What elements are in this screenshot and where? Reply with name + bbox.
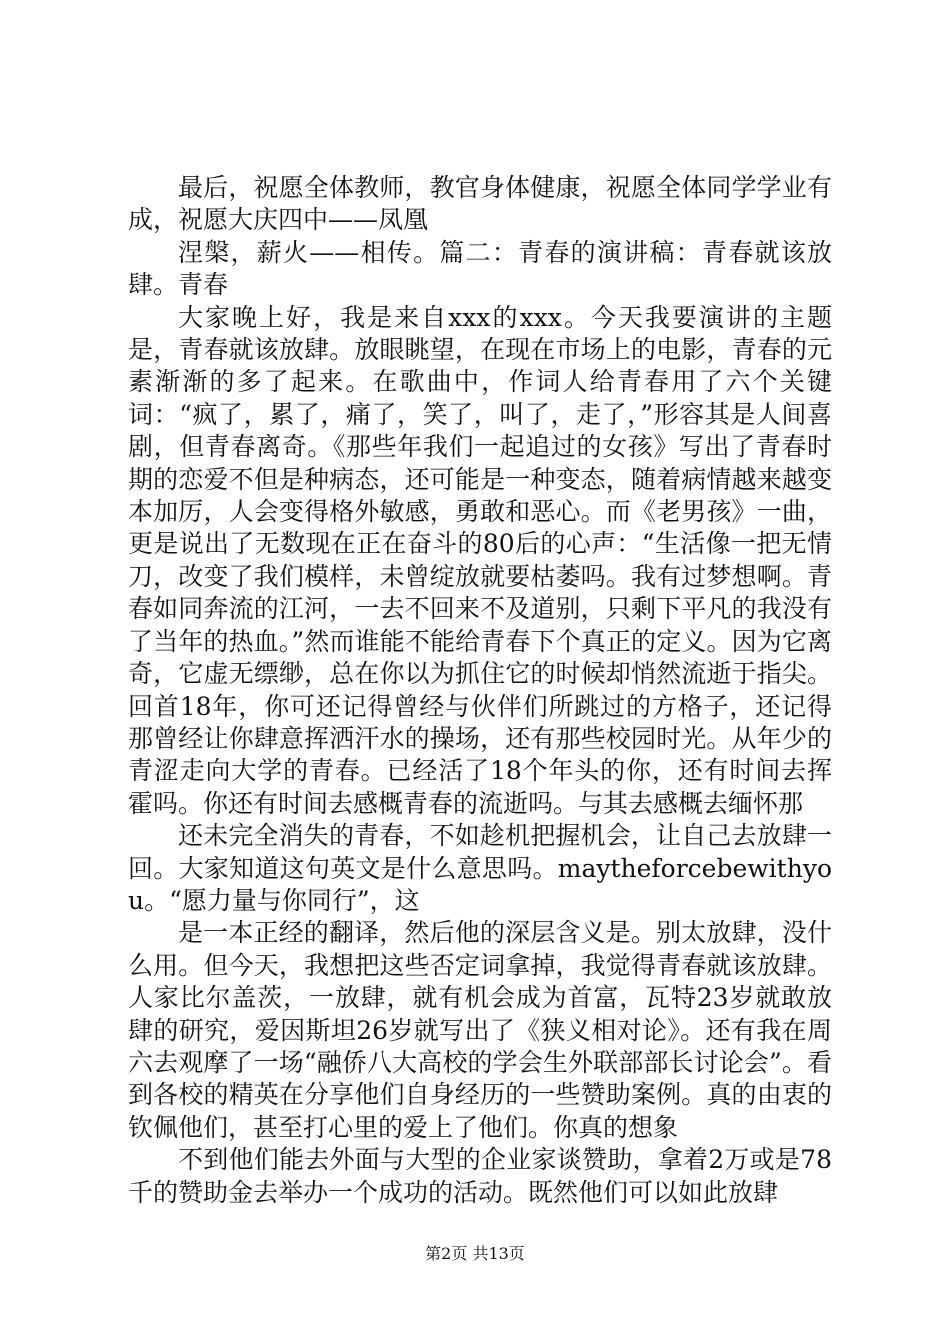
paragraph: 涅槃，薪火——相传。篇二：青春的演讲稿：青春就该放肆。青春 <box>128 237 832 300</box>
paragraph: 最后，祝愿全体教师，教官身体健康，祝愿全体同学学业有成，祝愿大庆四中——凤凰 <box>128 173 832 235</box>
paragraph: 还未完全消失的青春，不如趁机把握机会，让自己去放肆一回。大家知道这句英文是什么意思吗。maytheforcebewithyou。“愿力量与你同行”，这 <box>128 821 832 915</box>
page-footer: 第2页 共13页 <box>425 1244 525 1263</box>
body-text <box>128 172 832 1209</box>
paragraph: 是一本正经的翻译，然后他的深层含义是。别太放肆，没什么用。但今天，我想把这些否定词拿掉，我觉得青春就该放肆。人家比尔盖茨，一放肆，就有机会成为首富，瓦特23岁就敢放肆的研究，爱因斯坦26岁就写出了《狭义相对论》。还有我在周六去观摩了一场“融侨八大高校的学会生外联部部长讨论会”。看到各校的精英在分享他们自身经历的一些赞助案例。真的由衷的钦佩他们，甚至打心里的爱上了他们。你真的想象 <box>128 918 832 1142</box>
paragraph: 大家晚上好，我是来自xxx的xxx。今天我要演讲的主题是，青春就该放肆。放眼眺望，在现在市场上的电影，青春的元素渐渐的多了起来。在歌曲中，作词人给青春用了六个关键词：“疯了，累了，痛了，笑了，叫了，走了，”形容其是人间喜剧，但青春离奇。《那些年我们一起追过的女孩》写出了青春时期的恋爱不但是种病态，还可能是一种变态，随着病情越来越变本加厉，人会变得格外敏感，勇敢和恶心。而《老男孩》一曲，更是说出了无数现在正在奋斗的80后的心声：“生活像一把无情刀，改变了我们模样，未曾绽放就要枯萎吗。我有过梦想啊。青春如同奔流的江河，一去不回来不及道别，只剩下平凡的我没有了当年的热血。”然而谁能不能给青春下个真正的定义。因为它离奇，它虚无缥缈，总在你以为抓住它的时候却悄然流逝于指尖。回首18年，你可还记得曾经与伙伴们所跳过的方格子，还记得那曾经让你肆意挥洒汗水的操场，还有那些校园时光。从年少的青涩走向大学的青春。已经活了18个年头的你，还有时间去挥霍吗。你还有时间去感概青春的流逝吗。与其去感概去缅怀那 <box>128 302 832 818</box>
paragraph: 不到他们能去外面与大型的企业家谈赞助，拿着2万或是78千的赞助金去举办一个成功的活动。既然他们可以如此放肆 <box>128 1145 832 1207</box>
